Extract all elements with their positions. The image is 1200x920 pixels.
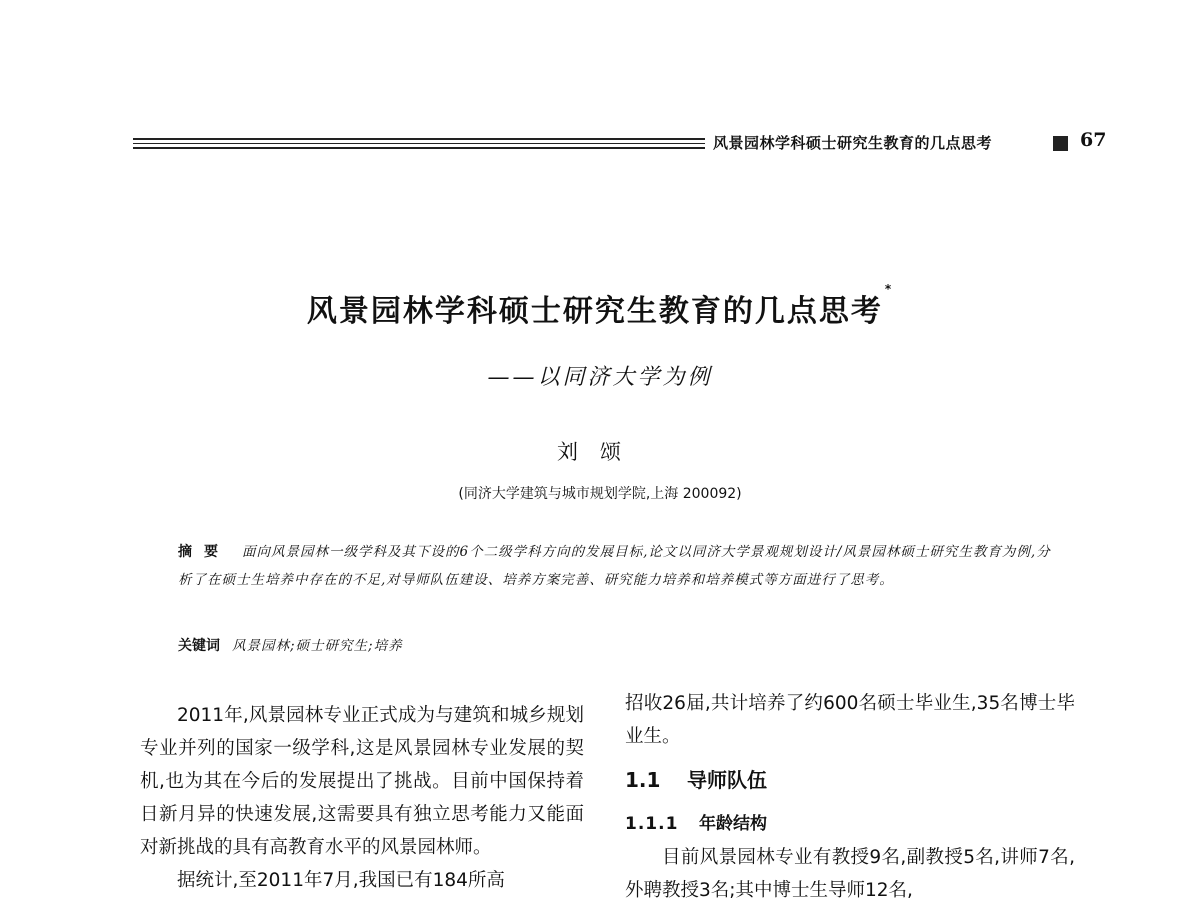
left-column <box>140 699 584 897</box>
keywords <box>178 634 1058 655</box>
abstract <box>178 538 1058 594</box>
header-square-icon <box>1053 136 1068 151</box>
abstract-label: 摘要 <box>178 544 230 560</box>
running-header-title: 风景园林学科硕士研究生教育的几点思考 <box>713 134 993 152</box>
subsection-number: 1.1.1 <box>625 814 679 834</box>
header-rule <box>133 138 705 150</box>
subsection-heading <box>625 808 1075 841</box>
right-column <box>625 687 1075 907</box>
article-subtitle: ——以同济大学为例 <box>487 365 713 390</box>
keywords-text: 风景园林;硕士研究生;培养 <box>232 638 403 654</box>
section-heading <box>625 764 1075 797</box>
section-number: 1.1 <box>625 768 661 792</box>
article-title-text: 风景园林学科硕士研究生教育的几点思考 <box>306 294 883 329</box>
body-paragraph: 目前风景园林专业有教授9名,副教授5名,讲师7名,外聘教授3名;其中博士生导师12名, <box>625 847 1075 901</box>
body-paragraph: 据统计,至2011年7月,我国已有184所高 <box>177 870 505 891</box>
body-paragraph: 招收26届,共计培养了约600名硕士毕业生,35名博士毕业生。 <box>625 693 1075 747</box>
article-title <box>0 282 1200 330</box>
abstract-text: 面向风景园林一级学科及其下设的6个二级学科方向的发展目标,论文以同济大学景观规划设计/风景园林硕士研究生教育为例,分析了在硕士生培养中存在的不足,对导师队伍建设、培养方案完善、研究能力培养和培养模式等方面进行了思考。 <box>178 544 1051 588</box>
page-number: 67 <box>1080 129 1107 151</box>
keywords-label: 关键词 <box>178 638 220 654</box>
subsection-title: 年龄结构 <box>699 814 767 834</box>
affiliation: (同济大学建筑与城市规划学院,上海 200092) <box>458 486 742 502</box>
section-title: 导师队伍 <box>687 768 767 792</box>
title-footnote-mark: * <box>884 282 894 296</box>
author: 刘颂 <box>557 440 643 464</box>
body-paragraph: 2011年,风景园林专业正式成为与建筑和城乡规划专业并列的国家一级学科,这是风景园林专业发展的契机,也为其在今后的发展提出了挑战。目前中国保持着日新月异的快速发展,这需要具有独立思考能力又能面对新挑战的具有高教育水平的风景园林师。 <box>140 705 584 858</box>
